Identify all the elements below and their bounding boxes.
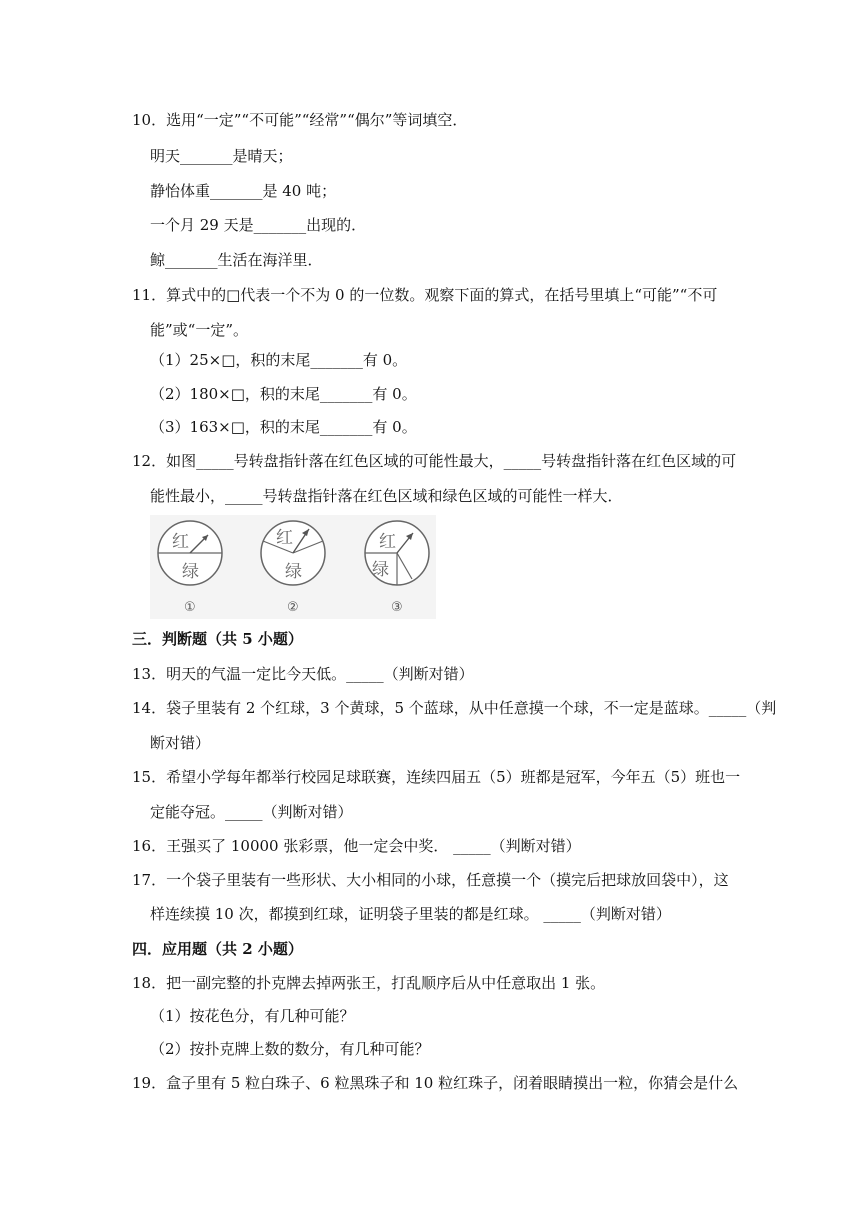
question-15-continued: 定能夺冠。_____（判断对错） xyxy=(150,803,353,821)
spinner-3-label: ③ xyxy=(391,600,403,615)
question-10: 10．选用“一定”“不可能”“经常”“偶尔”等词填空． xyxy=(132,111,468,129)
spinner-3-green-label: 绿 xyxy=(372,560,389,580)
spinner-3-red-label: 红 xyxy=(379,532,396,552)
question-11-continued: 能”或“一定”。 xyxy=(150,321,249,339)
question-10-blank-c: 一个月 29 天是_______出现的． xyxy=(150,216,367,234)
question-10-blank-a: 明天_______是晴天； xyxy=(150,147,293,165)
spinner-1-green-label: 绿 xyxy=(182,562,199,582)
spinner-1-red-label: 红 xyxy=(172,532,189,552)
question-18: 18．把一副完整的扑克牌去掉两张王，打乱顺序后从中任意取出 1 张。 xyxy=(132,974,606,992)
question-11-part-2: （2）180×□，积的末尾_______有 0。 xyxy=(150,385,417,403)
question-10-blank-d: 鲸_______生活在海洋里． xyxy=(150,251,323,269)
question-11-part-3: （3）163×□，积的末尾_______有 0。 xyxy=(150,418,417,436)
question-18-part-1: （1）按花色分，有几种可能？ xyxy=(150,1007,355,1025)
section-3-heading: 三．判断题（共 5 小题） xyxy=(132,630,303,648)
spinner-1 xyxy=(158,521,222,615)
question-12: 12．如图_____号转盘指针落在红色区域的可能性最大，_____号转盘指针落在红色区域的可 xyxy=(132,452,737,470)
spinner-2 xyxy=(261,521,325,615)
question-14-continued: 断对错） xyxy=(150,734,211,752)
question-12-continued: 能性最小，_____号转盘指针落在红色区域和绿色区域的可能性一样大． xyxy=(150,487,623,505)
question-15: 15．希望小学每年都举行校园足球联赛，连续四届五（5）班都是冠军，今年五（5）班也一 xyxy=(132,768,741,786)
question-17: 17．一个袋子里装有一些形状、大小相同的小球，任意摸一个（摸完后把球放回袋中），这 xyxy=(132,871,729,889)
question-18-part-2: （2）按扑克牌上数的数分，有几种可能？ xyxy=(150,1040,430,1058)
section-4-heading: 四．应用题（共 2 小题） xyxy=(132,940,303,958)
question-11-part-1: （1）25×□，积的末尾_______有 0。 xyxy=(150,351,408,369)
spinner-figure xyxy=(150,515,436,619)
question-13: 13．明天的气温一定比今天低。_____（判断对错） xyxy=(132,665,474,683)
spinner-2-green-label: 绿 xyxy=(285,562,302,582)
question-11: 11．算式中的□代表一个不为 0 的一位数。观察下面的算式，在括号里填上“可能”“不可 xyxy=(132,286,718,304)
question-10-blank-b: 静怡体重_______是 40 吨； xyxy=(150,182,337,200)
question-14: 14．袋子里装有 2 个红球，3 个黄球，5 个蓝球，从中任意摸一个球，不一定是蓝球。_____（判 xyxy=(132,699,777,717)
spinner-2-red-label: 红 xyxy=(276,528,293,548)
spinner-2-label: ② xyxy=(287,600,299,615)
question-19: 19．盒子里有 5 粒白珠子、6 粒黑珠子和 10 粒红珠子，闭着眼睛摸出一粒，你猜会是什么 xyxy=(132,1074,739,1092)
question-16: 16．王强买了 10000 张彩票，他一定会中奖． _____（判断对错） xyxy=(132,837,581,855)
spinner-3 xyxy=(365,521,429,615)
spinner-1-label: ① xyxy=(184,600,196,615)
question-17-continued: 样连续摸 10 次，都摸到红球，证明袋子里装的都是红球。 _____（判断对错） xyxy=(150,905,671,923)
